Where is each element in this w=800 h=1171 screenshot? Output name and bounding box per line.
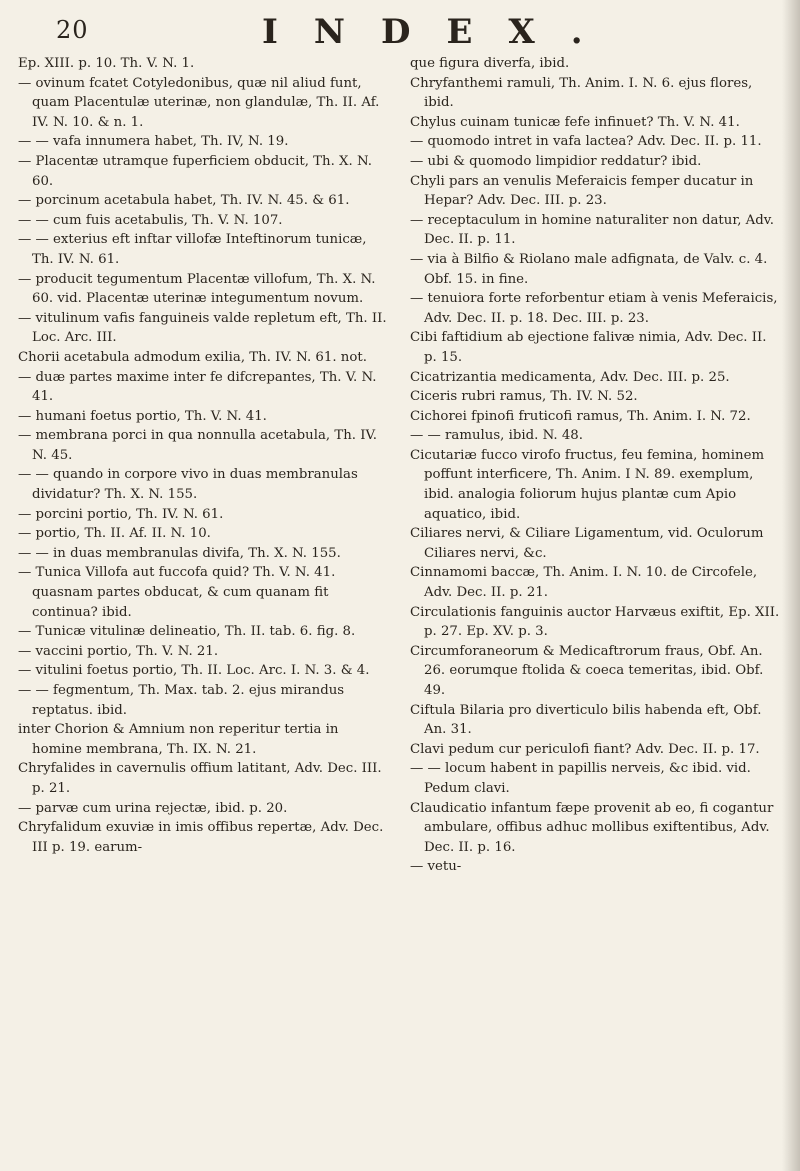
index-entry: — porcini portio, Th. IV. N. 61. xyxy=(18,506,224,522)
index-entry: — vitulini foetus portio, Th. II. Loc. Arc. I. N. 3. & 4. xyxy=(18,663,370,679)
index-entry: — — vafa innumera habet, Th. IV, N. 19. xyxy=(18,134,289,150)
index-entry: Ciftula Bilaria pro diverticulo bilis habenda eft, Obf. An. 31. xyxy=(410,702,762,738)
index-entry: — Tunica Villofa aut fuccofa quid? Th. V. N. 41. quasnam partes obducat, & cum quanam fit continua? ibid. xyxy=(18,565,336,620)
index-entry: Chryfanthemi ramuli, Th. Anim. I. N. 6. ejus flores, ibid. xyxy=(410,75,753,111)
index-entry: — producit tegumentum Placentæ villofum, Th. X. N. 60. vid. Placentæ uterinæ integumentum novum. xyxy=(18,271,376,307)
index-entry: — tenuiora forte reforbentur etiam à venis Meferaicis, Adv. Dec. II. p. 18. Dec. III. p. 23. xyxy=(410,291,778,326)
page-edge-shadow xyxy=(782,0,800,1171)
index-entry: Chylus cuinam tunicæ fefe infinuet? Th. V. N. 41. xyxy=(410,114,740,130)
index-entry: Circulationis fanguinis auctor Harvæus exiftit, Ep. XII. p. 27. Ep. XV. p. 3. xyxy=(410,604,780,640)
index-entry: Clavi pedum cur periculofi fiant? Adv. Dec. II. p. 17. xyxy=(410,741,760,757)
index-entry: Chorii acetabula admodum exilia, Th. IV. N. 61. not. xyxy=(18,349,367,365)
index-entry: — Tunicæ vitulinæ delineatio, Th. II. tab. 6. fig. 8. xyxy=(18,624,356,640)
index-entry: — — exterius eft inftar villofæ Inteftinorum tunicæ, Th. IV. N. 61. xyxy=(18,232,367,267)
index-entry: Cinnamomi baccæ, Th. Anim. I. N. 10. de Circofele, Adv. Dec. II. p. 21. xyxy=(410,565,758,601)
index-entry: — vitulinum vafis fanguineis valde repletum eft, Th. II. Loc. Arc. III. xyxy=(18,310,387,346)
index-entry: Ep. XIII. p. 10. Th. V. N. 1. xyxy=(18,56,195,71)
index-entry: — porcinum acetabula habet, Th. IV. N. 45. & 61. xyxy=(18,193,350,209)
right-column xyxy=(410,54,780,1159)
index-entry: Claudicatio infantum fæpe provenit ab eo, fi cogantur ambulare, offibus adhuc mollibus exiftentibus, Adv. Dec. II. p. 16. xyxy=(410,800,774,855)
page-number: 20 xyxy=(56,16,89,44)
index-entry: que figura diverfa, ibid. xyxy=(410,56,570,71)
index-entry: — vetu- xyxy=(410,859,462,875)
index-entry: Ciceris rubri ramus, Th. IV. N. 52. xyxy=(410,389,638,405)
index-columns xyxy=(18,54,782,1159)
index-entry: — humani foetus portio, Th. V. N. 41. xyxy=(18,408,267,424)
running-title: INDEX. xyxy=(262,12,619,52)
index-entry: Ciliares nervi, & Ciliare Ligamentum, vid. Oculorum Ciliares nervi, &c. xyxy=(410,526,764,561)
index-entry: — receptaculum in homine naturaliter non datur, Adv. Dec. II. p. 11. xyxy=(410,212,774,248)
index-entry: Circumforaneorum & Medicaftrorum fraus, Obf. An. 26. eorumque ftolida & coeca temeritas, ibid. Obf. 49. xyxy=(410,643,764,698)
index-entry: — via à Bilfio & Riolano male adfignata, de Valv. c. 4. Obf. 15. in fine. xyxy=(410,251,768,287)
index-entry: Chyli pars an venulis Meferaicis femper ducatur in Hepar? Adv. Dec. III. p. 23. xyxy=(410,173,754,209)
index-entry: — ubi & quomodo limpidior reddatur? ibid. xyxy=(410,153,702,169)
page-header xyxy=(40,10,780,50)
index-entry: — membrana porci in qua nonnulla acetabula, Th. IV. N. 45. xyxy=(18,428,377,463)
index-entry: Chryfalides in cavernulis offium latitant, Adv. Dec. III. p. 21. xyxy=(18,761,382,796)
index-entry: — Placentæ utramque fuperficiem obducit, Th. X. N. 60. xyxy=(18,153,372,189)
index-entry: — — quando in corpore vivo in duas membranulas dividatur? Th. X. N. 155. xyxy=(18,467,358,503)
index-entry: — — fegmentum, Th. Max. tab. 2. ejus mirandus reptatus. ibid. xyxy=(18,683,345,718)
left-column xyxy=(18,54,388,1159)
index-entry: — duæ partes maxime inter fe difcrepantes, Th. V. N. 41. xyxy=(18,369,377,405)
index-entry: — vaccini portio, Th. V. N. 21. xyxy=(18,643,219,659)
index-entry: — ovinum fcatet Cotyledonibus, quæ nil aliud funt, quam Placentulæ uterinæ, non glandulæ, Th. II. Af. IV. N. 10. & n. 1. xyxy=(18,75,380,130)
index-entry: Chryfalidum exuviæ in imis offibus repertæ, Adv. Dec. III p. 19. earum- xyxy=(18,820,384,855)
index-entry: Cibi faftidium ab ejectione falivæ nimia, Adv. Dec. II. p. 15. xyxy=(410,330,767,365)
index-entry: — parvæ cum urina rejectæ, ibid. p. 20. xyxy=(18,800,288,816)
index-entry: — portio, Th. II. Af. II. N. 10. xyxy=(18,526,211,542)
index-entry: Cichorei fpinofi fruticofi ramus, Th. Anim. I. N. 72. xyxy=(410,408,751,424)
index-entry: — quomodo intret in vafa lactea? Adv. Dec. II. p. 11. xyxy=(410,134,762,150)
index-entry: inter Chorion & Amnium non reperitur tertia in homine membrana, Th. IX. N. 21. xyxy=(18,722,339,757)
index-entry: — — cum fuis acetabulis, Th. V. N. 107. xyxy=(18,212,283,228)
index-entry: Cicatrizantia medicamenta, Adv. Dec. III. p. 25. xyxy=(410,369,730,385)
index-entry: — — locum habent in papillis nerveis, &c ibid. vid. Pedum clavi. xyxy=(410,761,751,796)
index-entry: — — ramulus, ibid. N. 48. xyxy=(410,428,583,444)
index-entry: — — in duas membranulas divifa, Th. X. N. 155. xyxy=(18,545,341,561)
index-entry: Cicutariæ fucco virofo fructus, feu femina, hominem poffunt interficere, Th. Anim. I N. 89. exemplum, ibid. analogia foliorum hujus plantæ cum Apio aquatico, ibid. xyxy=(410,447,765,522)
